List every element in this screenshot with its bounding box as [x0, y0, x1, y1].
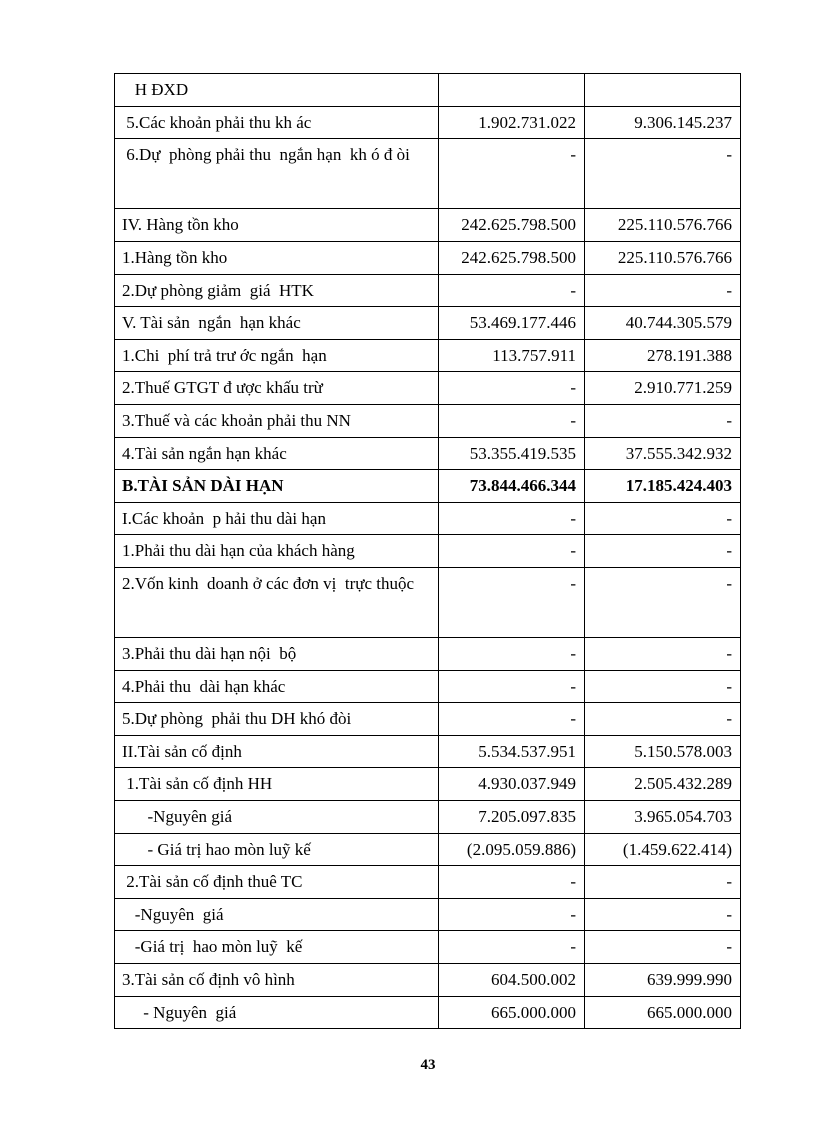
value-period-2: - — [585, 638, 741, 671]
value-period-1: 73.844.466.344 — [439, 470, 585, 503]
table-row — [115, 437, 741, 470]
table-row — [115, 139, 741, 209]
row-label: 1.Hàng tồn kho — [115, 241, 439, 274]
value-period-1: - — [439, 139, 585, 209]
row-label: -Nguyên giá — [115, 898, 439, 931]
value-period-1: - — [439, 404, 585, 437]
table-row — [115, 996, 741, 1029]
balance-sheet-body — [115, 74, 741, 1029]
row-label: B.TÀI SẢN DÀI HẠN — [115, 470, 439, 503]
row-label: 4.Phải thu dài hạn khác — [115, 670, 439, 703]
value-period-1: - — [439, 866, 585, 899]
row-label: 3.Phải thu dài hạn nội bộ — [115, 638, 439, 671]
value-period-1: - — [439, 931, 585, 964]
table-row — [115, 670, 741, 703]
value-period-2: - — [585, 502, 741, 535]
table-row — [115, 372, 741, 405]
value-period-1: 53.355.419.535 — [439, 437, 585, 470]
value-period-2: - — [585, 404, 741, 437]
value-period-2: 9.306.145.237 — [585, 106, 741, 139]
value-period-1: 242.625.798.500 — [439, 241, 585, 274]
value-period-2: - — [585, 931, 741, 964]
page-number: 43 — [420, 1057, 436, 1073]
row-label: I.Các khoản p hải thu dài hạn — [115, 502, 439, 535]
table-row — [115, 833, 741, 866]
table-row — [115, 404, 741, 437]
value-period-1: 113.757.911 — [439, 339, 585, 372]
value-period-2: 5.150.578.003 — [585, 735, 741, 768]
table-row — [115, 703, 741, 736]
table-row — [115, 735, 741, 768]
row-label: 6.Dự phòng phải thu ngắn hạn kh ó đ òi — [115, 139, 439, 209]
value-period-2: 639.999.990 — [585, 964, 741, 997]
table-row — [115, 74, 741, 107]
table-row — [115, 274, 741, 307]
value-period-2: 37.555.342.932 — [585, 437, 741, 470]
value-period-2: 17.185.424.403 — [585, 470, 741, 503]
value-period-1: 53.469.177.446 — [439, 307, 585, 340]
row-label: -Nguyên giá — [115, 801, 439, 834]
row-label: 2.Tài sản cố định thuê TC — [115, 866, 439, 899]
value-period-1: 4.930.037.949 — [439, 768, 585, 801]
table-row — [115, 535, 741, 568]
value-period-1: - — [439, 567, 585, 637]
value-period-2: - — [585, 670, 741, 703]
value-period-2: 278.191.388 — [585, 339, 741, 372]
value-period-1: - — [439, 274, 585, 307]
balance-sheet-table — [114, 73, 741, 1029]
value-period-2: - — [585, 866, 741, 899]
row-label: H ĐXD — [115, 74, 439, 107]
row-label: 3.Tài sản cố định vô hình — [115, 964, 439, 997]
row-label: - Nguyên giá — [115, 996, 439, 1029]
value-period-2: 3.965.054.703 — [585, 801, 741, 834]
value-period-2: 665.000.000 — [585, 996, 741, 1029]
table-row — [115, 638, 741, 671]
value-period-2: 2.910.771.259 — [585, 372, 741, 405]
value-period-1: 242.625.798.500 — [439, 209, 585, 242]
row-label: 1.Tài sản cố định HH — [115, 768, 439, 801]
row-label: 2.Vốn kinh doanh ở các đơn vị trực thuộc — [115, 567, 439, 637]
row-label: 2.Dự phòng giảm giá HTK — [115, 274, 439, 307]
table-row — [115, 106, 741, 139]
value-period-1: (2.095.059.886) — [439, 833, 585, 866]
value-period-1: 665.000.000 — [439, 996, 585, 1029]
table-row — [115, 567, 741, 637]
value-period-1: - — [439, 638, 585, 671]
value-period-1: - — [439, 703, 585, 736]
value-period-2: 40.744.305.579 — [585, 307, 741, 340]
row-label: 1.Phải thu dài hạn của khách hàng — [115, 535, 439, 568]
value-period-1 — [439, 74, 585, 107]
value-period-2: (1.459.622.414) — [585, 833, 741, 866]
table-row — [115, 801, 741, 834]
row-label: 4.Tài sản ngắn hạn khác — [115, 437, 439, 470]
row-label: 1.Chi phí trả trư ớc ngắn hạn — [115, 339, 439, 372]
value-period-2: - — [585, 274, 741, 307]
value-period-1: - — [439, 898, 585, 931]
row-label: 5.Dự phòng phải thu DH khó đòi — [115, 703, 439, 736]
value-period-2: - — [585, 139, 741, 209]
table-row — [115, 931, 741, 964]
value-period-1: 1.902.731.022 — [439, 106, 585, 139]
table-row — [115, 339, 741, 372]
table-row — [115, 768, 741, 801]
row-label: -Giá trị hao mòn luỹ kế — [115, 931, 439, 964]
value-period-1: 604.500.002 — [439, 964, 585, 997]
row-label: - Giá trị hao mòn luỹ kế — [115, 833, 439, 866]
row-label: 3.Thuế và các khoản phải thu NN — [115, 404, 439, 437]
value-period-1: - — [439, 372, 585, 405]
value-period-2 — [585, 74, 741, 107]
value-period-1: - — [439, 502, 585, 535]
row-label: V. Tài sản ngắn hạn khác — [115, 307, 439, 340]
value-period-1: 5.534.537.951 — [439, 735, 585, 768]
row-label: 5.Các khoản phải thu kh ác — [115, 106, 439, 139]
table-row — [115, 502, 741, 535]
table-row — [115, 964, 741, 997]
value-period-1: - — [439, 535, 585, 568]
value-period-2: - — [585, 567, 741, 637]
table-row — [115, 209, 741, 242]
value-period-2: - — [585, 898, 741, 931]
value-period-2: - — [585, 703, 741, 736]
value-period-2: 2.505.432.289 — [585, 768, 741, 801]
value-period-1: 7.205.097.835 — [439, 801, 585, 834]
table-row — [115, 307, 741, 340]
table-row — [115, 866, 741, 899]
value-period-2: 225.110.576.766 — [585, 209, 741, 242]
value-period-2: - — [585, 535, 741, 568]
value-period-2: 225.110.576.766 — [585, 241, 741, 274]
row-label: 2.Thuế GTGT đ ược khấu trừ — [115, 372, 439, 405]
row-label: II.Tài sản cố định — [115, 735, 439, 768]
table-row — [115, 470, 741, 503]
value-period-1: - — [439, 670, 585, 703]
table-row — [115, 241, 741, 274]
table-row — [115, 898, 741, 931]
row-label: IV. Hàng tồn kho — [115, 209, 439, 242]
